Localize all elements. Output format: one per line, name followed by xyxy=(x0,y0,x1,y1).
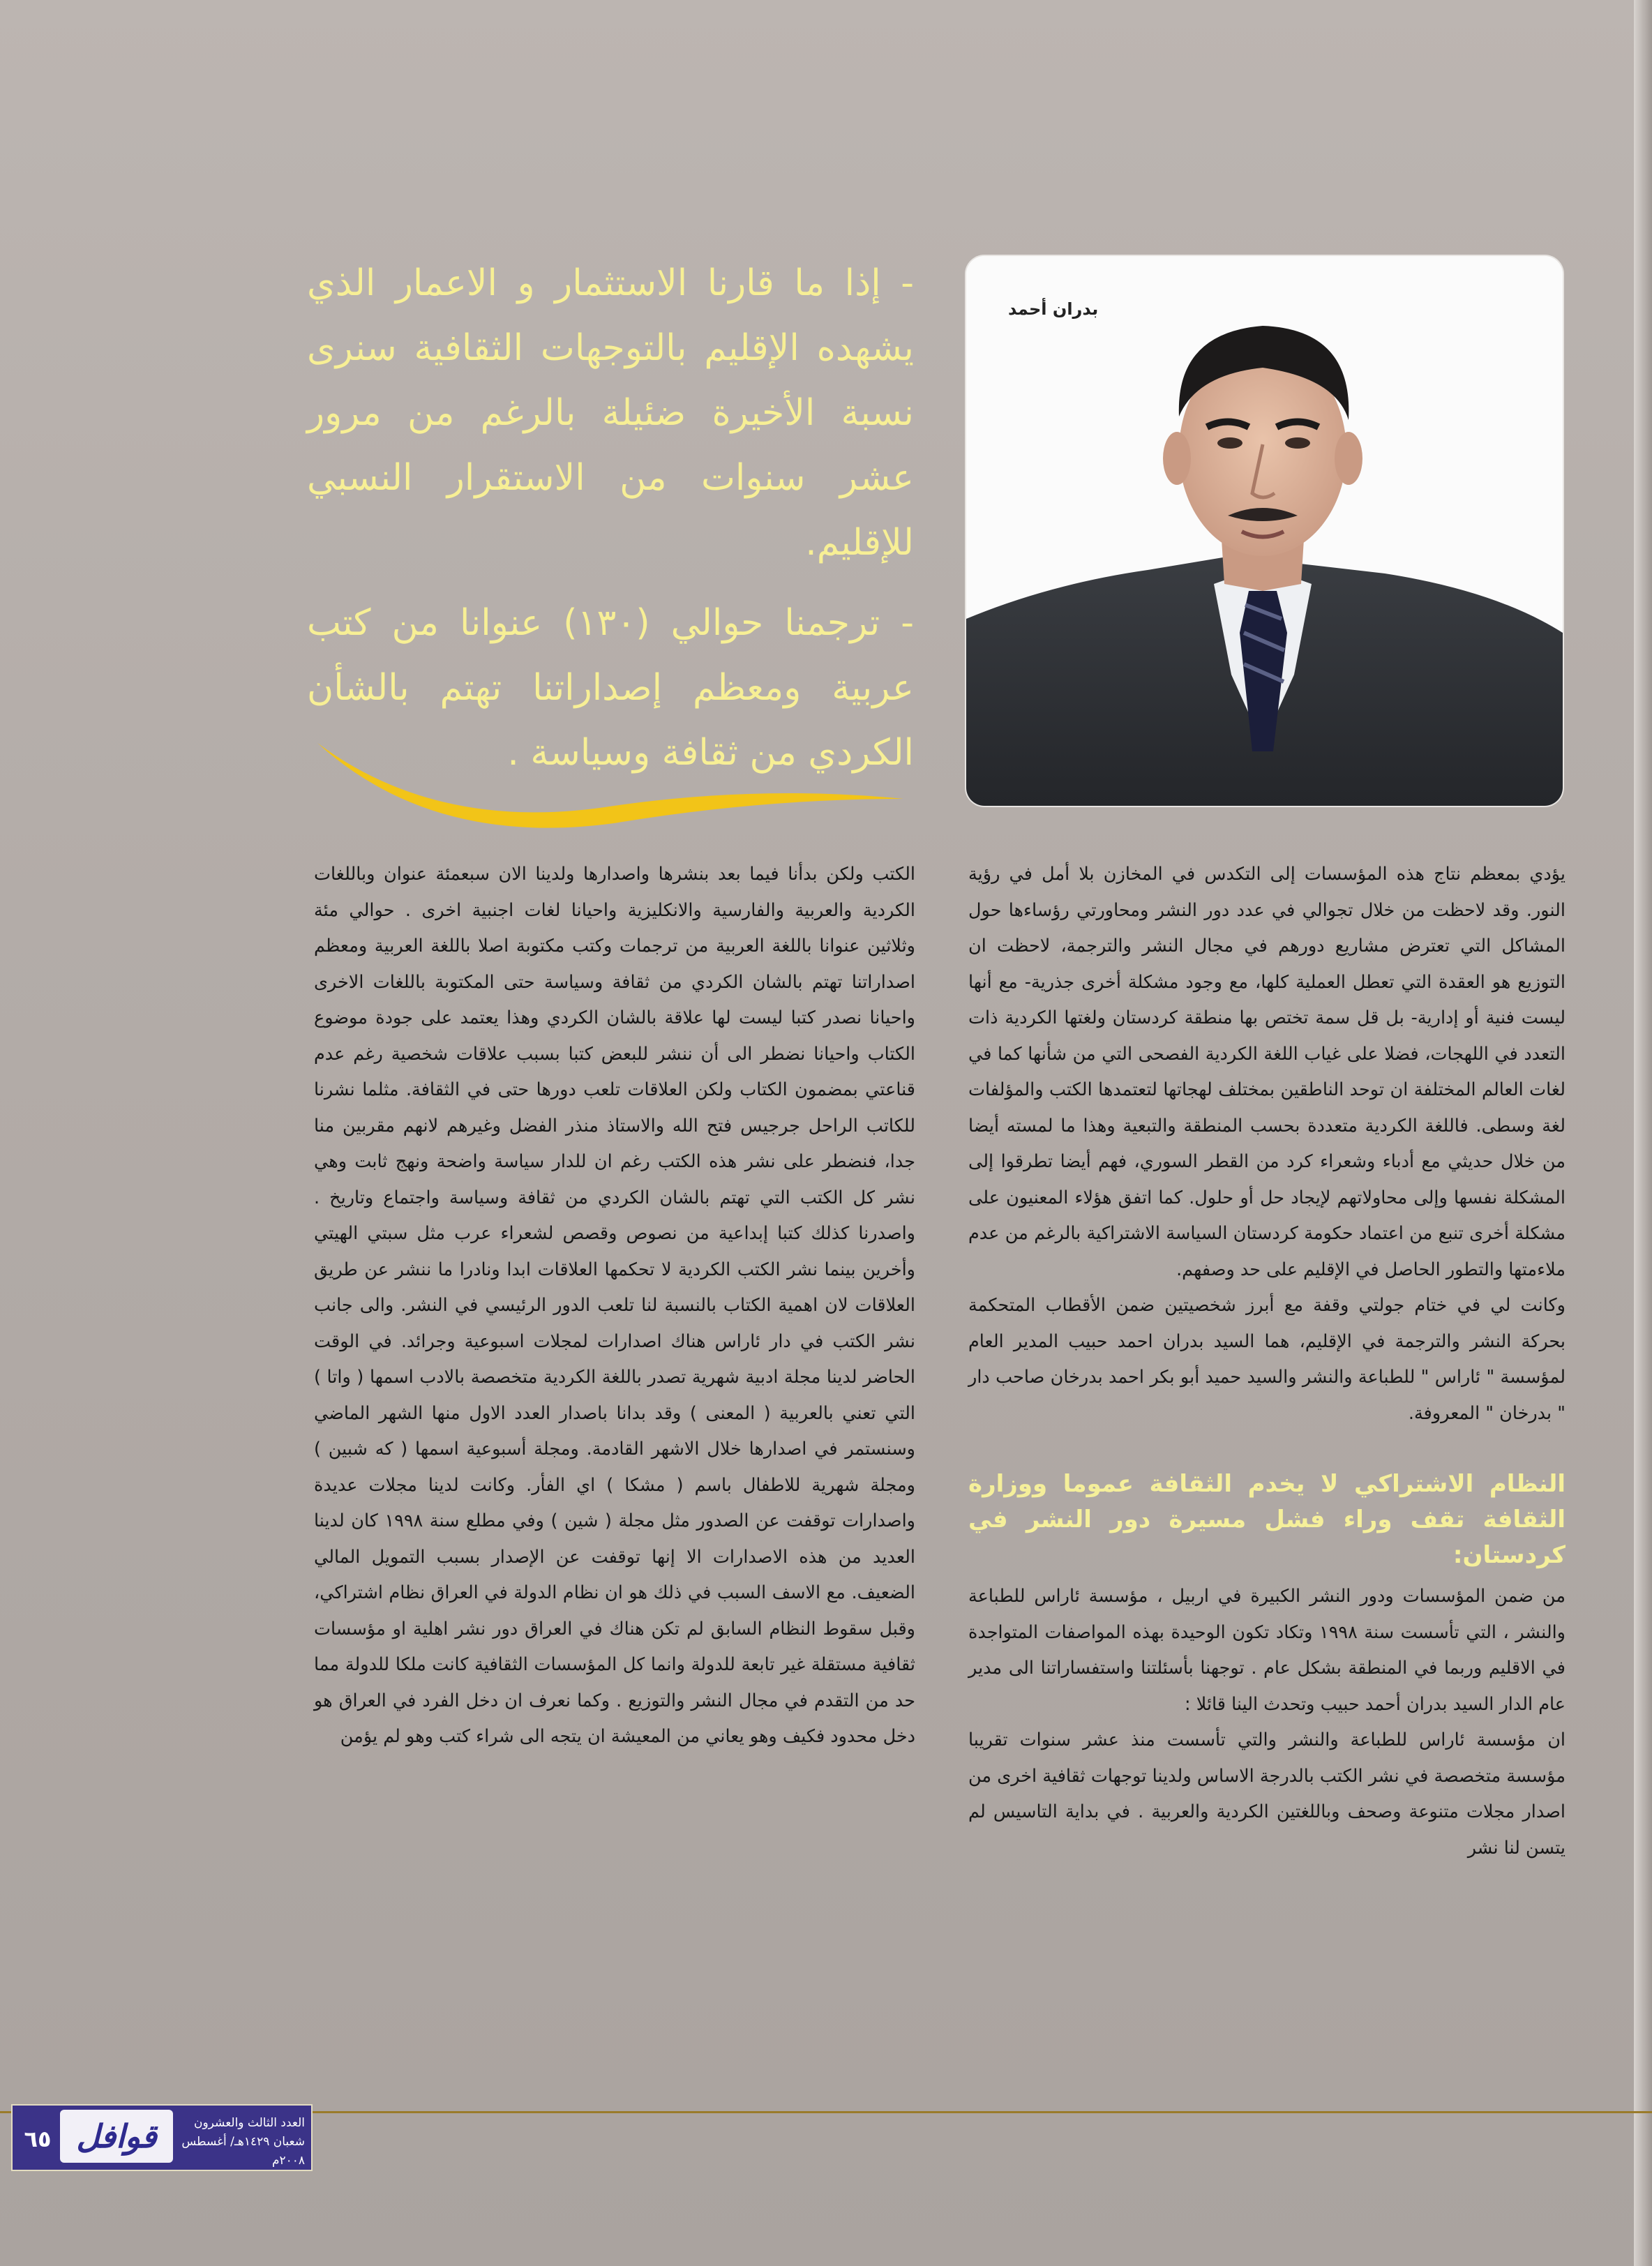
page-spine xyxy=(1634,0,1652,2266)
decorative-swoosh xyxy=(314,729,914,834)
pull-quote-paragraph-1: - إذا ما قارنا الاستثمار و الاعمار الذي يشهده الإقليم بالتوجهات الثقافية سنرى نسبة الأخيرة ضئيلة بالرغم من مرور عشر سنوات من الاستقرار النسبي للإقليم. xyxy=(307,262,914,564)
section-subheading: النظام الاشتراكي لا يخدم الثقافة عموما ووزارة الثقافة تقف وراء فشل مسيرة دور النشر في كردستان: xyxy=(968,1470,1565,1569)
body-paragraph: الكتب ولكن بدأنا فيما بعد بنشرها واصدارها ولدينا الان سبعمئة عنوان وباللغات الكردية والعربية والفارسية والانكليزية واحيانا لغات اجنبية اخرى . حوالي مئة وثلاثين عنوانا باللغة العربية من ترجمات وكتب مكتوبة اصلا باللغة العربية ومعظم اصداراتنا تهتم بالشان الكردي من ثقافة وسياسة حتى المكتوبة باللغات الاخرى واحيانا نصدر كتبا ليست لها علاقة بالشان الكردي وهذا يعتمد على جودة موضوع الكتاب واحيانا نضطر الى أن ننشر للبعض كتبا بسبب علاقات شخصية رغم عدم قناعتي بمضمون الكتاب ولكن العلاقات تلعب دورها حتى في الثقافة. مثلما نشرنا للكاتب الراحل جرجيس فتح الله والاستاذ منذر الفضل وغيرهم لانهم مقربين منا جدا، فنضطر على نشر هذه الكتب رغم ان للدار سياسة واضحة ونهج ثابت وهي نشر كل الكتب التي تهتم بالشان الكردي من ثقافة وسياسة واجتماع وتاريخ . واصدرنا كذلك كتبا إبداعية من نصوص وقصص لشعراء عرب مثل سبتي الهيتي وأخرين بينما نشر الكتب الكردية لا تحكمها العلاقات ابدا ونادرا ما ننشر عن طريق العلاقات لان اهمية الكتاب بالنسبة لنا تلعب الدور الرئيسي في النشر. والى جانب نشر الكتب في دار ئاراس هناك اصدارات لمجلات اسبوعية وجرائد. في الوقت الحاضر لدينا مجلة ادبية شهرية تصدر باللغة الكردية متخصصة بالادب اسمها ( واتا ) التي تعني بالعربية ( المعنى ) وقد بدانا باصدار العدد الاول منها الشهر الماضي وسنستمر في اصدارها خلال الاشهر القادمة. ومجلة أسبوعية اسمها ( كه شبين ) ومجلة شهرية للاطفال باسم ( مشكا ) اي الفأر. وكانت لدينا مجلات عديدة واصدارات توقفت عن الصدور مثل مجلة ( شين ) وفي مطلع سنة ١٩٩٨ كان لدينا العديد من هذه الاصدارات الا إنها توقفت عن الإصدار بسبب التمويل المالي الضعيف. مع الاسف السبب في ذلك هو ان نظام الدولة في العراق نظام اشتراكي، وقبل سقوط النظام السابق لم تكن هناك في العراق دور نشر اهلية او مؤسسات ثقافية مستقلة غير تابعة للدولة وانما كل المؤسسات الثقافية كانت ملكا للدولة مما حد من التقدم في مجال النشر والتوزيع . وكما نعرف ان دخل الفرد في العراق هو دخل محدود فكيف وهو يعاني من المعيشة ان يتجه الى شراء كتب وهو لم يؤمن xyxy=(314,864,915,1747)
magazine-logo xyxy=(60,2110,173,2163)
body-paragraph: من ضمن المؤسسات ودور النشر الكبيرة في اربيل ، مؤسسة ئاراس للطباعة والنشر ، التي تأسست سنة ١٩٩٨ وتكاد تكون الوحيدة بهذه المواصفات المتواجدة في الاقليم وربما في المنطقة بشكل عام . توجهنا بأسئلتنا واستفساراتنا الى مدير عام الدار السيد بدران أحمد حبيب وتحدث الينا قائلا : xyxy=(968,1586,1565,1715)
pull-quote xyxy=(307,251,914,801)
portrait-illustration xyxy=(966,256,1563,806)
portrait-photo xyxy=(966,256,1563,806)
photo-caption: بدران أحمد xyxy=(1008,299,1099,319)
body-paragraph: وكانت لي في ختام جولتي وقفة مع أبرز شخصيتين ضمن الأقطاب المتحكمة بحركة النشر والترجمة في الإقليم، هما السيد بدران احمد حبيب المدير العام لمؤسسة " ئاراس " للطباعة والنشر والسيد حميد أبو بكر احمد بدرخان صاحب دار " بدرخان " المعروفة. xyxy=(968,1295,1565,1424)
issue-date: شعبان ١٤٢٩هـ/ أغسطس ٢٠٠٨م xyxy=(181,2135,305,2168)
page-number: ٦٥ xyxy=(24,2126,52,2152)
magazine-logo-text: قوافل xyxy=(76,2117,157,2155)
issue-number: العدد الثالث والعشرون xyxy=(193,2116,305,2130)
issue-info xyxy=(178,2114,305,2170)
article-column-left xyxy=(314,857,915,1755)
body-paragraph: ان مؤسسة ئاراس للطباعة والنشر والتي تأسست منذ عشر سنوات تقريبا مؤسسة متخصصة في نشر الكتب بالدرجة الاساس ولدينا توجهات ثقافية اخرى من اصدار مجلات متنوعة وصحف وباللغتين الكردية والعربية . في بداية التاسيس لم يتسن لنا نشر xyxy=(968,1729,1565,1859)
body-paragraph: يؤدي بمعظم نتاج هذه المؤسسات إلى التكدس في المخازن بلا أمل في رؤية النور. وقد لاحظت من خلال تجوالي في عدد دور النشر ومحاورتي رؤساءها حول المشاكل التي تعترض مشاريع دورهم في مجال النشر والترجمة، لاحظت ان التوزيع هو العقدة التي تعطل العملية كلها، مع وجود مشكلة أخرى جذرية- مع أنها ليست فنية أو إدارية- بل قل سمة تختص بها منطقة كردستان ولغتها الكردية ذات التعدد في اللهجات، فضلا على غياب اللغة الكردية الفصحى التي من شأنها كما في لغات العالم المختلفة ان توحد الناطقين بمختلف لهجاتها لتعتمدها الكتب والمؤلفات لغة وسطى. فاللغة الكردية متعددة بحسب المنطقة والتبعية وهذا ما لمسته أيضا من خلال حديثي مع أدباء وشعراء كرد من القطر السوري، فهم أيضا تطرقوا إلى المشكلة نفسها وإلى محاولاتهم لإيجاد حل أو حلول. كما اتفق هؤلاء المعنيون على مشكلة أخرى تنبع من اعتماد حكومة كردستان السياسة الاشتراكية بالرغم من عدم ملاءمتها والتطور الحاصل في الإقليم على حد وصفهم. xyxy=(968,864,1565,1280)
pull-quote-paragraph-2: - ترجمنا حوالي (١٣٠) عنوانا من كتب عربية ومعظم إصداراتنا تهتم بالشأن الكردي من ثقافة وسياسة . xyxy=(307,602,914,774)
article-column-right xyxy=(968,857,1565,1866)
